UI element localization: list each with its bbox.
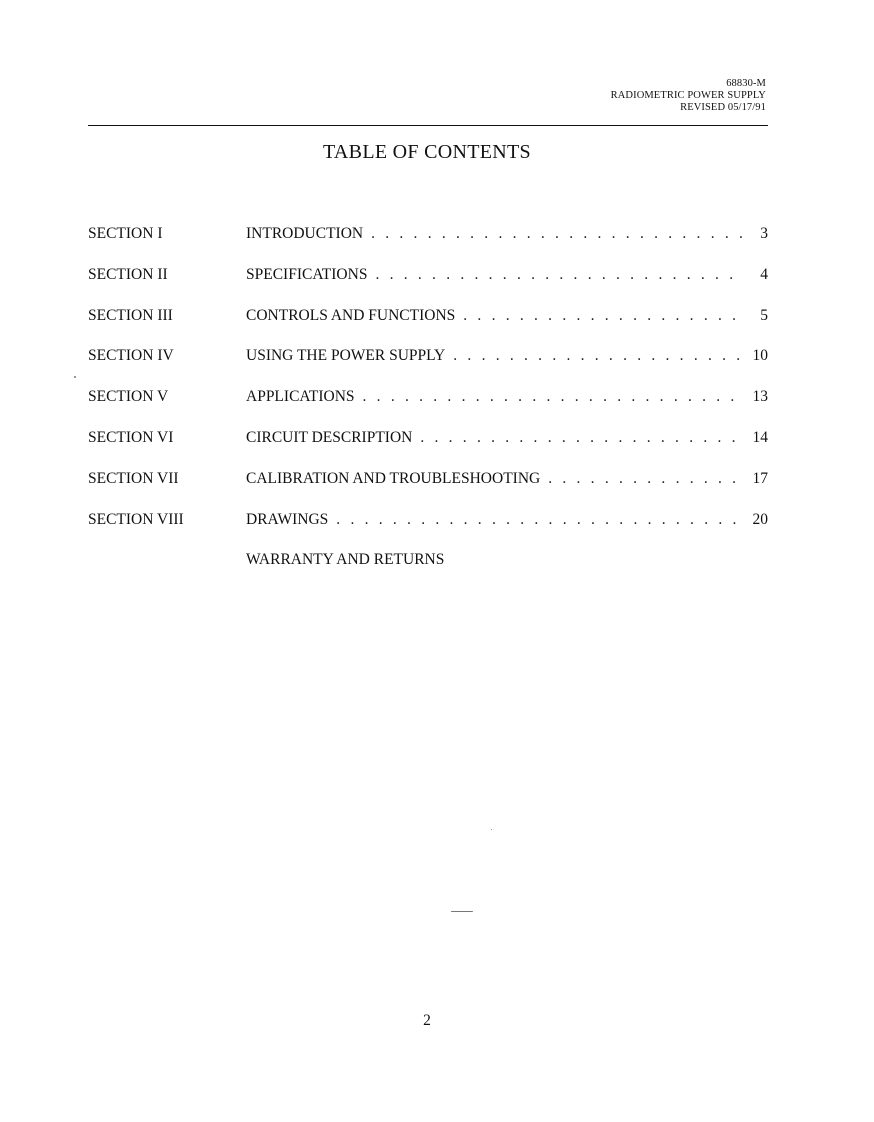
- toc-row-section-8: [88, 510, 768, 551]
- toc-row-section-7: [88, 469, 768, 510]
- toc-entry-title: SPECIFICATIONS: [246, 265, 368, 283]
- toc-entry: [246, 428, 768, 448]
- toc-entry-title: CALIBRATION AND TROUBLESHOOTING: [246, 469, 541, 487]
- toc-title: TABLE OF CONTENTS: [323, 141, 531, 163]
- scan-speck: [451, 911, 473, 912]
- toc-extra-entry: WARRANTY AND RETURNS: [246, 551, 445, 568]
- revision-date: REVISED 05/17/91: [680, 102, 766, 113]
- toc-page-number: 5: [760, 306, 768, 324]
- toc-row-section-2: [88, 265, 768, 306]
- toc-page-number: 14: [752, 428, 768, 446]
- toc-list: [88, 224, 768, 550]
- dot-leader: [548, 469, 744, 489]
- toc-page-number: 10: [752, 347, 768, 365]
- toc-page-number: 20: [752, 510, 768, 528]
- toc-row-section-6: [88, 428, 768, 469]
- toc-entry-title: CONTROLS AND FUNCTIONS: [246, 306, 456, 324]
- page-number: 2: [423, 1012, 431, 1029]
- toc-row-section-4: [88, 346, 768, 387]
- doc-number: 68830-M: [726, 78, 766, 89]
- toc-entry-title: USING THE POWER SUPPLY: [246, 347, 446, 365]
- toc-entry: [246, 346, 768, 366]
- toc-entry-title: DRAWINGS: [246, 510, 329, 528]
- toc-row-section-5: [88, 387, 768, 428]
- toc-entry: [246, 469, 768, 489]
- toc-row-section-1: [88, 224, 768, 265]
- toc-section-label: SECTION IV: [88, 347, 174, 365]
- toc-section-label: SECTION VIII: [88, 510, 184, 528]
- toc-section-label: SECTION V: [88, 388, 169, 406]
- toc-page-number: 4: [760, 265, 768, 283]
- dot-leader: [371, 224, 744, 244]
- product-name: RADIOMETRIC POWER SUPPLY: [610, 90, 766, 101]
- toc-section-label: SECTION VI: [88, 428, 174, 446]
- scan-speck: [74, 376, 76, 378]
- toc-page-number: 13: [752, 388, 768, 406]
- dot-leader: [375, 265, 744, 285]
- header-rule: [88, 125, 768, 126]
- dot-leader: [463, 306, 744, 326]
- page-header: [611, 78, 766, 114]
- toc-section-label: SECTION III: [88, 306, 173, 324]
- toc-entry: [246, 224, 768, 244]
- toc-entry-title: CIRCUIT DESCRIPTION: [246, 428, 413, 446]
- toc-section-label: SECTION VII: [88, 469, 179, 487]
- toc-section-label: SECTION I: [88, 225, 163, 242]
- dot-leader: [453, 346, 744, 366]
- toc-entry: [246, 387, 768, 407]
- toc-section-label: SECTION II: [88, 265, 168, 283]
- toc-entry: [246, 510, 768, 530]
- toc-entry: [246, 265, 768, 285]
- dot-leader: [363, 387, 744, 407]
- toc-row-section-3: [88, 306, 768, 347]
- toc-page-number: 3: [760, 225, 768, 242]
- dot-leader: [420, 428, 744, 448]
- dot-leader: [336, 510, 744, 530]
- scan-speck: [491, 829, 492, 830]
- toc-entry: [246, 306, 768, 326]
- toc-entry-title: INTRODUCTION: [246, 225, 364, 242]
- toc-entry-title: APPLICATIONS: [246, 388, 355, 406]
- toc-page-number: 17: [752, 469, 768, 487]
